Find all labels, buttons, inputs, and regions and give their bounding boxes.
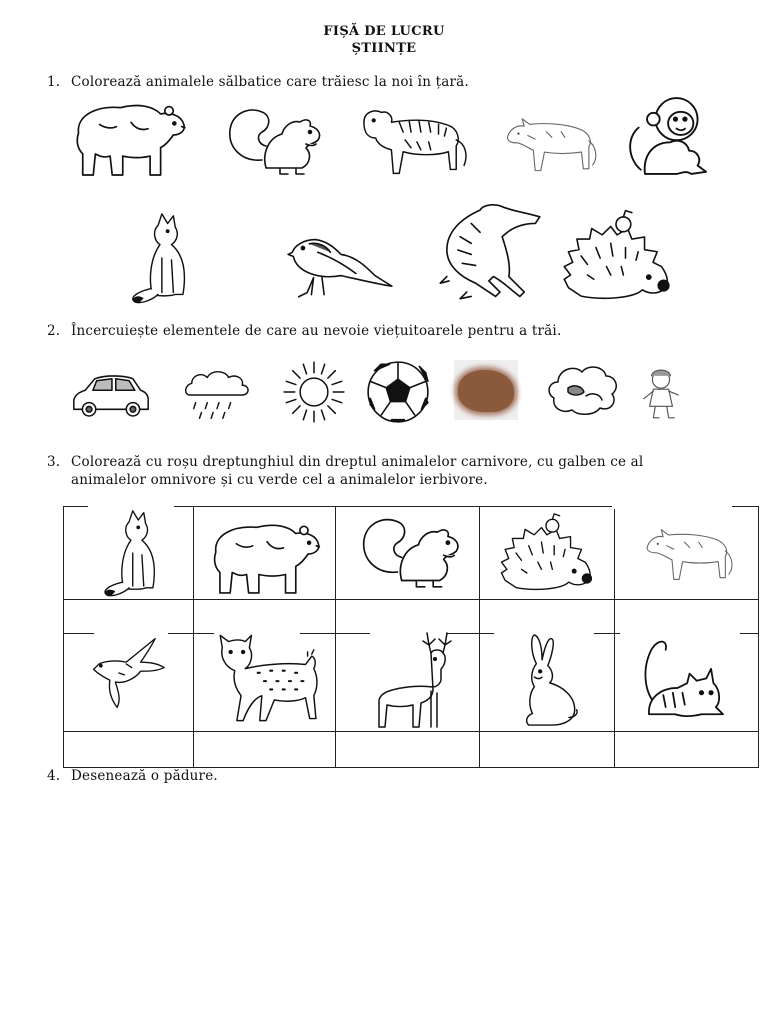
table-divider	[479, 507, 480, 767]
drawing-area[interactable]	[47, 792, 747, 1012]
table-divider	[335, 507, 336, 767]
table-bear-icon	[202, 513, 326, 595]
question-3-text-line1: Colorează cu roșu dreptunghiul din dreptul animalelor carnivore, cu galben ce al	[71, 454, 644, 470]
table-bird-icon	[90, 633, 166, 713]
answer-box-bird[interactable]	[64, 732, 193, 767]
answer-box-fox[interactable]	[64, 600, 193, 633]
hedgehog-icon	[560, 206, 672, 306]
answer-box-rabbit[interactable]	[480, 732, 614, 767]
answer-box-cat[interactable]	[615, 732, 758, 767]
answer-box-hedgehog[interactable]	[480, 600, 614, 633]
image-gap	[612, 505, 732, 509]
soccer-ball-icon	[366, 360, 430, 424]
table-wolf-icon	[640, 511, 736, 591]
car-icon	[70, 370, 152, 420]
squirrel-icon	[212, 98, 332, 178]
wolf-icon	[500, 106, 600, 176]
tiger-icon	[358, 98, 468, 178]
table-divider	[614, 507, 615, 767]
table-rabbit-icon	[504, 633, 584, 727]
question-3	[47, 454, 643, 470]
air-cloud-icon	[546, 362, 618, 418]
sun-icon	[282, 360, 346, 424]
worksheet-subtitle: ȘTIINȚE	[351, 41, 417, 56]
table-hedgehog-icon	[496, 513, 596, 593]
question-2-number: 2.	[47, 323, 61, 339]
table-divider	[193, 507, 194, 767]
rain-cloud-icon	[184, 366, 250, 422]
crocodile-icon	[438, 196, 542, 304]
question-4	[47, 768, 218, 784]
bear-icon	[68, 92, 188, 178]
sparrow-icon	[286, 228, 394, 302]
answer-box-squirrel[interactable]	[336, 600, 479, 633]
classification-table	[63, 506, 759, 768]
question-4-number: 4.	[47, 768, 61, 784]
answer-box-lynx[interactable]	[194, 732, 335, 767]
answer-box-deer[interactable]	[336, 732, 479, 767]
soil-photo	[454, 360, 518, 420]
table-fox-icon	[88, 509, 172, 597]
question-1-text: Colorează animalele sălbatice care trăiesc la noi în țară.	[71, 74, 469, 90]
soil-pile	[458, 370, 514, 412]
question-3-number: 3.	[47, 454, 61, 470]
monkey-icon	[618, 96, 714, 176]
table-lynx-icon	[214, 633, 318, 723]
table-cat-icon	[630, 633, 730, 719]
fox-icon	[114, 212, 204, 304]
question-2-text: Încercuiește elementele de care au nevoie viețuitoarele pentru a trăi.	[71, 323, 562, 339]
question-1-number: 1.	[47, 74, 61, 90]
question-2	[47, 323, 561, 339]
question-3-line2: animalelor omnivore și cu verde cel a animalelor ierbivore.	[71, 472, 488, 488]
question-1	[47, 74, 469, 90]
table-squirrel-icon	[348, 507, 468, 591]
answer-box-wolf[interactable]	[615, 600, 758, 633]
question-4-text: Desenează o pădure.	[71, 768, 218, 784]
answer-box-bear[interactable]	[194, 600, 335, 633]
worksheet-title: FIȘĂ DE LUCRU	[323, 24, 445, 39]
child-icon	[640, 366, 682, 420]
table-deer-icon	[370, 631, 456, 729]
